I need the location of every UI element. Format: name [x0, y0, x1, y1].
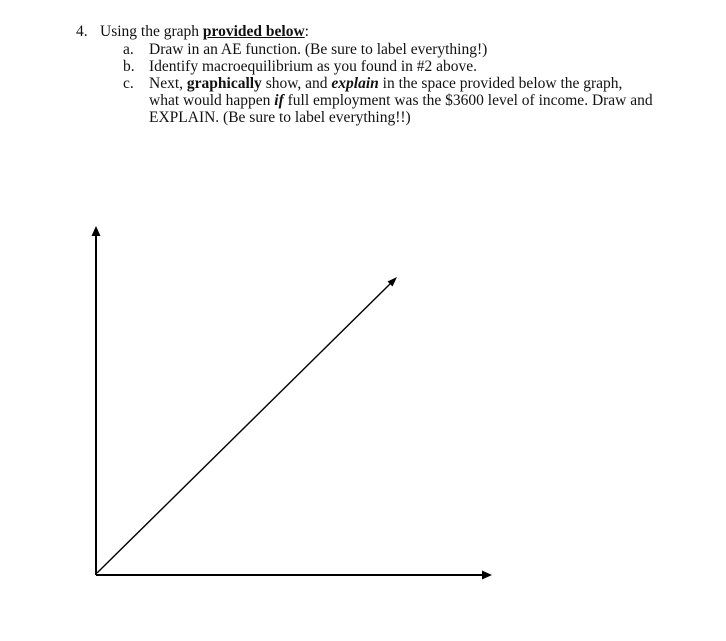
y-axis-arrowhead — [92, 226, 101, 236]
sub-item-text-line-1: Next, graphically show, and explain in the space provided below the graph, — [149, 75, 623, 92]
45-degree-line — [97, 282, 392, 573]
intro-suffix: : — [304, 23, 309, 40]
sub-item-label: b. — [123, 58, 135, 75]
sub-item-label: c. — [123, 75, 134, 92]
intro-emphasis: provided below — [202, 23, 305, 40]
sub-item-text: Identify macroequilibrium as you found in #2 above. — [149, 58, 478, 75]
x-axis-arrowhead — [482, 571, 492, 580]
sub-item-text: Draw in an AE function. (Be sure to label everything!) — [149, 41, 488, 58]
sub-item-label: a. — [123, 41, 134, 58]
intro-prefix: Using the graph — [100, 23, 203, 40]
question-number: 4. — [76, 23, 88, 40]
sub-item-text-line-3: EXPLAIN. (Be sure to label everything!!) — [149, 109, 411, 126]
sub-item-text-line-2: what would happen if full employment was the $3600 level of income. Draw and — [149, 92, 653, 109]
